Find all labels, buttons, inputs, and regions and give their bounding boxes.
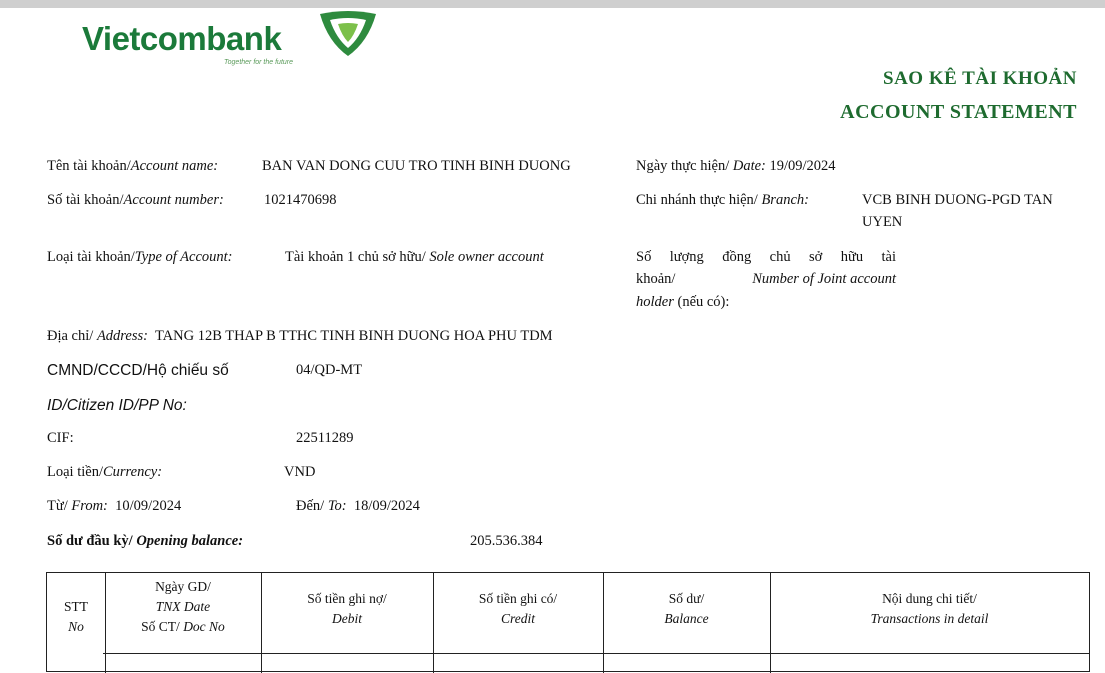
- address-field: Địa chỉ/ Address: TANG 12B THAP B TTHC TINH BINH DUONG HOA PHU TDM: [47, 328, 553, 344]
- account-name-label: Tên tài khoản/Account name:: [47, 158, 219, 174]
- date-field: Ngày thực hiện/ Date: 19/09/2024: [636, 158, 836, 174]
- from-field: Từ/ From: 10/09/2024: [47, 498, 182, 514]
- joint-holders-line2: khoản/ Number of Joint account: [636, 271, 896, 287]
- account-type-label: Loại tài khoản/Type of Account:: [47, 249, 233, 265]
- id-value: 04/QD-MT: [296, 362, 363, 378]
- to-field: Đến/ To: 18/09/2024: [296, 498, 420, 514]
- joint-holders-line3: holder (nếu có):: [636, 294, 730, 310]
- opening-balance-label: Số dư đầu kỳ/ Opening balance:: [47, 533, 244, 549]
- title-vi: SAO KÊ TÀI KHOẢN: [883, 68, 1077, 89]
- branch-value-line1: VCB BINH DUONG-PGD TAN: [862, 192, 1053, 208]
- currency-value: VND: [284, 464, 316, 480]
- account-number-value: 1021470698: [264, 192, 337, 208]
- account-number-label: Số tài khoản/Account number:: [47, 192, 224, 208]
- brand-slogan: Together for the future: [224, 59, 294, 66]
- id-label-vi: CMND/CCCD/Hộ chiếu số: [47, 362, 229, 379]
- header-balance: Số dư/ Balance: [664, 591, 709, 626]
- vietcombank-logo-icon: [318, 10, 378, 60]
- header-tnx-date: Ngày GD/ TNX Date Số CT/ Doc No: [141, 579, 225, 634]
- currency-label: Loại tiền/Currency:: [47, 464, 163, 480]
- title-en: ACCOUNT STATEMENT: [840, 101, 1077, 123]
- opening-balance-value: 205.536.384: [470, 533, 543, 549]
- brand-name: Vietcombank: [82, 20, 282, 57]
- header-debit: Số tiền ghi nợ/ Debit: [307, 591, 387, 626]
- header-credit: Số tiền ghi có/ Credit: [478, 591, 558, 626]
- header-no: STT No: [63, 599, 88, 634]
- account-type-value: Tài khoản 1 chủ sở hữu/ Sole owner account: [285, 249, 544, 265]
- joint-holders-line1: Số lượng đồng chủ sở hữu tài: [636, 249, 896, 265]
- top-border: [0, 0, 1105, 8]
- branch-value-line2: UYEN: [862, 214, 903, 230]
- cif-label: CIF:: [47, 430, 74, 446]
- branch-label: Chi nhánh thực hiện/ Branch:: [636, 192, 809, 208]
- transactions-table: [46, 572, 1090, 672]
- cif-value: 22511289: [296, 430, 354, 446]
- id-label-en: ID/Citizen ID/PP No:: [47, 397, 187, 414]
- account-name-value: BAN VAN DONG CUU TRO TINH BINH DUONG: [262, 158, 571, 174]
- header-transactions-detail: Nội dung chi tiết/ Transactions in detail: [870, 591, 989, 626]
